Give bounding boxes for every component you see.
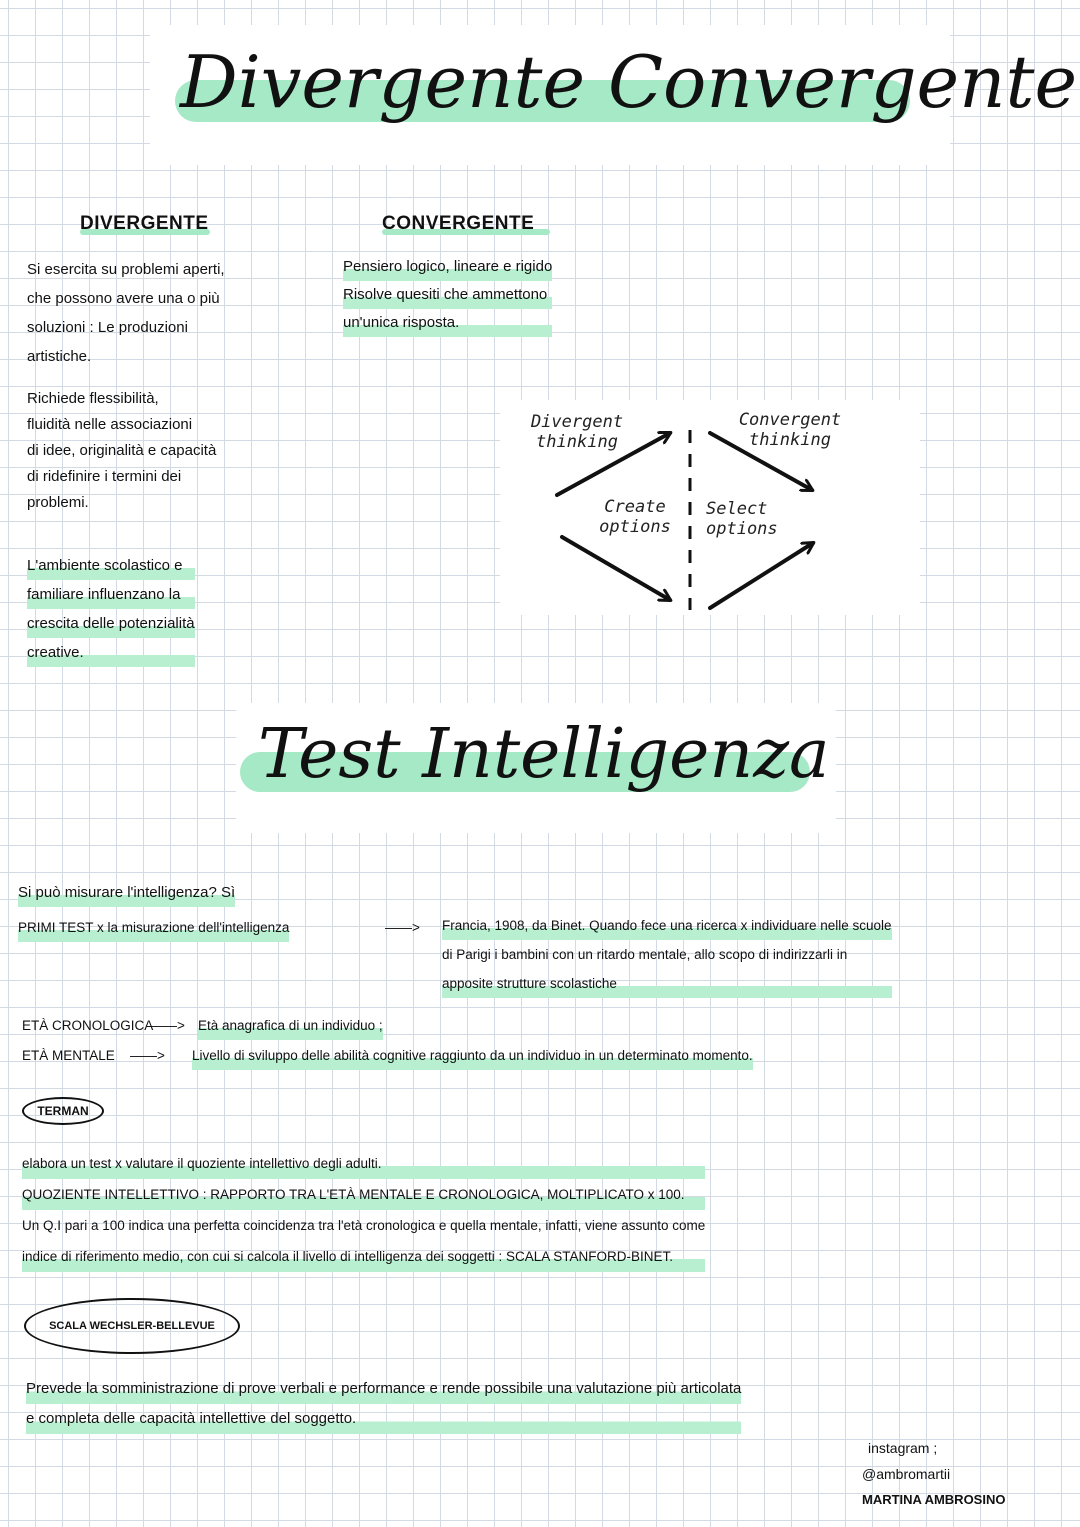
primi-test-label bbox=[18, 913, 289, 942]
primi-arrow: ——> bbox=[385, 920, 420, 935]
label-select-options: Select options bbox=[706, 499, 778, 539]
text-line: di idee, originalità e capacità bbox=[27, 442, 217, 459]
divergente-heading: DIVERGENTE bbox=[80, 213, 209, 234]
convergente-heading: CONVERGENTE bbox=[382, 213, 535, 234]
thinking-diagram bbox=[500, 400, 920, 615]
text-line: Pensiero logico, lineare e rigido bbox=[343, 253, 552, 281]
text-line: elabora un test x valutare il quoziente intellettivo degli adulti. bbox=[22, 1148, 705, 1179]
text-line: Si può misurare l'intelligenza? Sì bbox=[18, 878, 235, 907]
signature-name: MARTINA AMBROSINO bbox=[862, 1492, 1006, 1507]
text-line: problemi. bbox=[27, 494, 89, 511]
text-line: Si esercita su problemi aperti, bbox=[27, 261, 225, 278]
text-line: Età anagrafica di un individuo ; bbox=[198, 1011, 383, 1040]
text-line: Francia, 1908, da Binet. Quando fece una ricerca x individuare nelle scuole bbox=[442, 911, 892, 940]
text-line: soluzioni : Le produzioni bbox=[27, 319, 188, 336]
eta-mentale-text bbox=[192, 1041, 753, 1070]
terman-badge: TERMAN bbox=[22, 1097, 104, 1125]
eta-mentale-label: ETÀ MENTALE bbox=[22, 1048, 115, 1063]
label-create-options: Create options bbox=[599, 497, 671, 537]
text-line: apposite strutture scolastiche bbox=[442, 969, 892, 998]
test-question bbox=[18, 878, 235, 907]
eta-mentale-arrow: ——> bbox=[130, 1048, 165, 1063]
arrow-divergent-down bbox=[562, 537, 670, 600]
eta-cronologica-text bbox=[198, 1011, 383, 1040]
text-line: di Parigi i bambini con un ritardo mentale, allo scopo di indirizzarli in bbox=[442, 947, 848, 962]
arrow-convergent-up bbox=[710, 543, 813, 608]
page-title: Divergente Convergente bbox=[180, 40, 1078, 124]
text-line: artistiche. bbox=[27, 348, 92, 365]
section-title: Test Intelligenza bbox=[258, 715, 830, 794]
text-line: Prevede la somministrazione di prove verbali e performance e rende possibile una valutazione più articolata bbox=[26, 1374, 741, 1404]
text-line: QUOZIENTE INTELLETTIVO : RAPPORTO TRA L'ETÀ MENTALE E CRONOLOGICA, MOLTIPLICATO x 100. bbox=[22, 1179, 705, 1210]
text-line: L'ambiente scolastico e bbox=[27, 551, 195, 580]
divergente-paragraph-3 bbox=[27, 551, 195, 667]
eta-cronologica-arrow: ——> bbox=[150, 1018, 185, 1033]
wechsler-badge: SCALA WECHSLER-BELLEVUE bbox=[24, 1298, 240, 1354]
primi-test-text bbox=[442, 911, 892, 998]
text-line: Richiede flessibilità, bbox=[27, 390, 159, 407]
text-line: PRIMI TEST x la misurazione dell'intelligenza bbox=[18, 913, 289, 942]
text-line: creative. bbox=[27, 638, 195, 667]
text-line: che possono avere una o più bbox=[27, 290, 220, 307]
signature-handle: @ambromartii bbox=[862, 1466, 951, 1482]
text-line: e completa delle capacità intellettive del soggetto. bbox=[26, 1404, 741, 1434]
eta-cronologica-label: ETÀ CRONOLOGICA bbox=[22, 1018, 154, 1033]
divergente-paragraph-1 bbox=[27, 255, 225, 371]
text-line: un'unica risposta. bbox=[343, 309, 552, 337]
label-convergent-thinking: Convergent thinking bbox=[738, 410, 842, 450]
wechsler-text bbox=[26, 1374, 741, 1434]
text-line: Livello di sviluppo delle abilità cognitive raggiunto da un individuo in un determinato momento. bbox=[192, 1041, 753, 1070]
terman-text bbox=[22, 1148, 705, 1272]
divergente-paragraph-2 bbox=[27, 386, 216, 516]
text-line: familiare influenzano la bbox=[27, 580, 195, 609]
signature bbox=[862, 1435, 1005, 1513]
text-line: di ridefinire i termini dei bbox=[27, 468, 182, 485]
text-line: Risolve quesiti che ammettono bbox=[343, 281, 552, 309]
signature-instagram: instagram ; bbox=[868, 1440, 938, 1456]
text-line: Un Q.I pari a 100 indica una perfetta coincidenza tra l'età cronologica e quella mentale, infatti, viene assunto come bbox=[22, 1218, 706, 1233]
text-line: crescita delle potenzialità bbox=[27, 609, 195, 638]
convergente-paragraph bbox=[343, 253, 552, 337]
label-divergent-thinking: Divergent thinking bbox=[530, 412, 624, 452]
text-line: fluidità nelle associazioni bbox=[27, 416, 193, 433]
text-line: indice di riferimento medio, con cui si calcola il livello di intelligenza dei soggetti : SCALA STANFORD-BINET. bbox=[22, 1241, 705, 1272]
